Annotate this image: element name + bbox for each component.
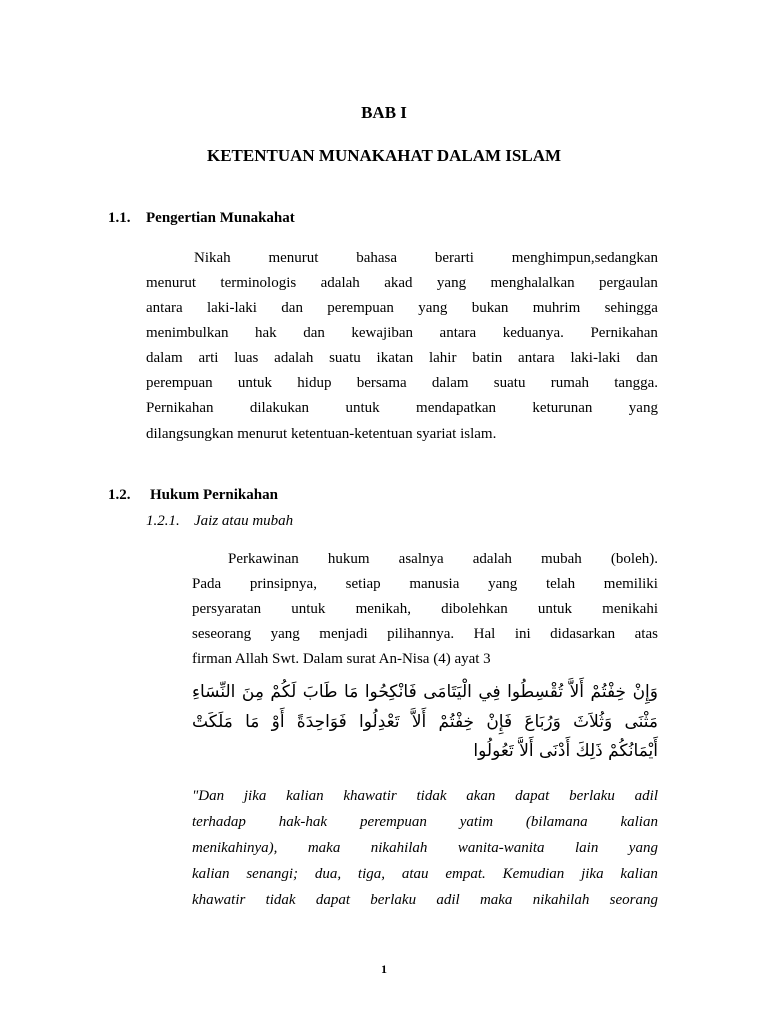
word: keduanya. [502,325,564,341]
word: jika [243,788,267,804]
word: menurut [146,275,196,291]
word: didasarkan [550,626,616,642]
text-line [194,250,658,267]
word: maka [479,892,513,908]
word: akan [466,788,496,804]
word: menimbulkan [146,325,229,341]
word: menikahinya), [192,840,278,856]
word: yang [270,626,300,642]
word: untuk [345,400,380,416]
word: antara [439,325,477,341]
word: telah [545,576,576,592]
word: maka [307,840,341,856]
word: seorang [609,892,658,908]
word: dua, [314,866,342,882]
word: menurut [268,250,319,266]
word: adil [634,788,658,804]
word: hidup [297,375,332,391]
word: atau [401,866,429,882]
text-line [192,576,658,593]
word: tidak [265,892,296,908]
word: akad [384,275,413,291]
word: bahasa [356,250,398,266]
word: batin [472,350,503,366]
word: kalian [286,788,324,804]
word: asalnya [398,551,444,567]
word: lahir [428,350,457,366]
word: mendapatkan [416,400,496,416]
word: "Dan [192,788,225,804]
word: adalah [274,350,314,366]
word: dan [636,350,658,366]
word: dilakukan [249,400,310,416]
word: menghimpun,sedangkan [511,250,658,266]
word: yatim [459,814,494,830]
word: pilihannya. [387,626,455,642]
text-line [146,350,658,367]
word: bukan [471,300,509,316]
word: yang [628,400,658,416]
word: untuk [291,601,326,617]
word: ini [514,626,531,642]
text-line [192,788,658,805]
word: arti [198,350,219,366]
subsection-title: Jaiz atau mubah [194,513,294,529]
word: yang [418,300,448,316]
section-1-last-line: dilangsungkan menurut ketentuan-ketentuan syariat islam. [146,426,497,442]
word: jika [581,866,604,882]
word: kalian [620,866,658,882]
word: hak [255,325,277,341]
word: Nikah [194,250,231,266]
word: dibolehkan [441,601,508,617]
word: laki-laki [206,300,257,316]
word: ikatan [376,350,414,366]
word: berlaku [370,892,417,908]
section-1-title: Pengertian Munakahat [146,210,295,226]
word: menghalalkan [490,275,575,291]
word: yang [628,840,658,856]
page-number: 1 [381,962,387,976]
word: berlaku [569,788,615,804]
word: kalian [192,866,230,882]
chapter-title: KETENTUAN MUNAKAHAT DALAM ISLAM [206,146,562,165]
word: empat. [445,866,486,882]
word: perempuan [359,814,427,830]
word: memiliki [603,576,658,592]
arabic-verse-line-2: مَثْنَى وَثُلاَثَ وَرُبَاعَ فَإِنْ خِفْتُمْ أَلاَّ تَعْدِلُوا فَوَاحِدَةً أَوْ مَا مَلَكَتْ [192,712,658,732]
word: (bilamana [525,814,588,830]
word: adalah [472,551,512,567]
section-2-last-line: firman Allah Swt. Dalam surat An-Nisa (4) ayat 3 [192,651,491,667]
word: rumah [550,375,590,391]
word: menikah, [355,601,411,617]
word: laki-laki [570,350,621,366]
text-line [146,300,658,317]
word: dalam [146,350,183,366]
word: dan [303,325,325,341]
text-line [192,814,658,831]
chapter-heading: BAB I [361,103,407,122]
word: yang [488,576,518,592]
word: antara [518,350,555,366]
text-line [192,866,658,883]
word: lain [575,840,599,856]
word: senangi; [246,866,298,882]
word: terminologis [220,275,297,291]
word: (boleh). [610,551,658,567]
word: bersama [356,375,407,391]
word: tiga, [357,866,385,882]
word: dan [281,300,303,316]
word: untuk [237,375,273,391]
word: dalam [431,375,469,391]
word: prinsipnya, [249,576,317,592]
word: mubah [540,551,582,567]
text-line [146,400,658,417]
word: manusia [409,576,460,592]
text-line [228,551,658,568]
word: seseorang [192,626,252,642]
word: nikahilah [532,892,590,908]
text-line [192,626,658,643]
word: Pernikahan [590,325,658,341]
word: Pernikahan [146,400,214,416]
word: dapat [315,892,351,908]
word: Perkawinan [228,551,299,567]
word: atas [634,626,658,642]
word: adil [436,892,460,908]
word: hukum [327,551,370,567]
word: khawatir [192,892,246,908]
text-line [146,275,658,292]
text-line [192,601,658,618]
section-2-title: Hukum Pernikahan [150,487,278,503]
text-line [146,375,658,392]
word: suatu [493,375,526,391]
text-line [146,325,658,342]
word: suatu [329,350,361,366]
word: adalah [320,275,360,291]
word: hak-hak [278,814,328,830]
word: terhadap [192,814,246,830]
word: luas [234,350,259,366]
word: Hal [473,626,496,642]
word: perempuan [327,300,394,316]
word: berarti [434,250,474,266]
word: nikahilah [370,840,428,856]
subsection-number: 1.2.1. [146,513,180,529]
word: muhrim [532,300,581,316]
word: untuk [537,601,573,617]
word: menikahi [602,601,658,617]
arabic-verse-line-3: أَيْمَانُكُمْ ذَلِكَ أَدْنَى أَلاَّ تَعُولُوا [473,741,658,761]
word: kewajiban [351,325,414,341]
word: tangga. [614,375,658,391]
word: khawatir [343,788,397,804]
text-line [192,840,658,857]
word: setiap [345,576,381,592]
word: Pada [192,576,222,592]
word: pergaulan [599,275,658,291]
text-line [192,892,658,909]
word: yang [436,275,467,291]
word: antara [146,300,183,316]
arabic-verse-line-1: وَإِنْ خِفْتُمْ أَلاَّ تُقْسِطُوا فِي الْيَتَامَى فَانْكِحُوا مَا طَابَ لَكُمْ مِنَ النِّسَاءِ [192,682,658,702]
word: persyaratan [192,601,262,617]
word: tidak [416,788,447,804]
section-1-number: 1.1. [108,210,131,226]
word: sehingga [604,300,658,316]
word: Kemudian [502,866,565,882]
word: menjadi [319,626,368,642]
word: wanita-wanita [457,840,545,856]
section-2-number: 1.2. [108,487,131,503]
word: kalian [620,814,658,830]
word: keturunan [532,400,593,416]
word: dapat [515,788,550,804]
word: perempuan [146,375,213,391]
